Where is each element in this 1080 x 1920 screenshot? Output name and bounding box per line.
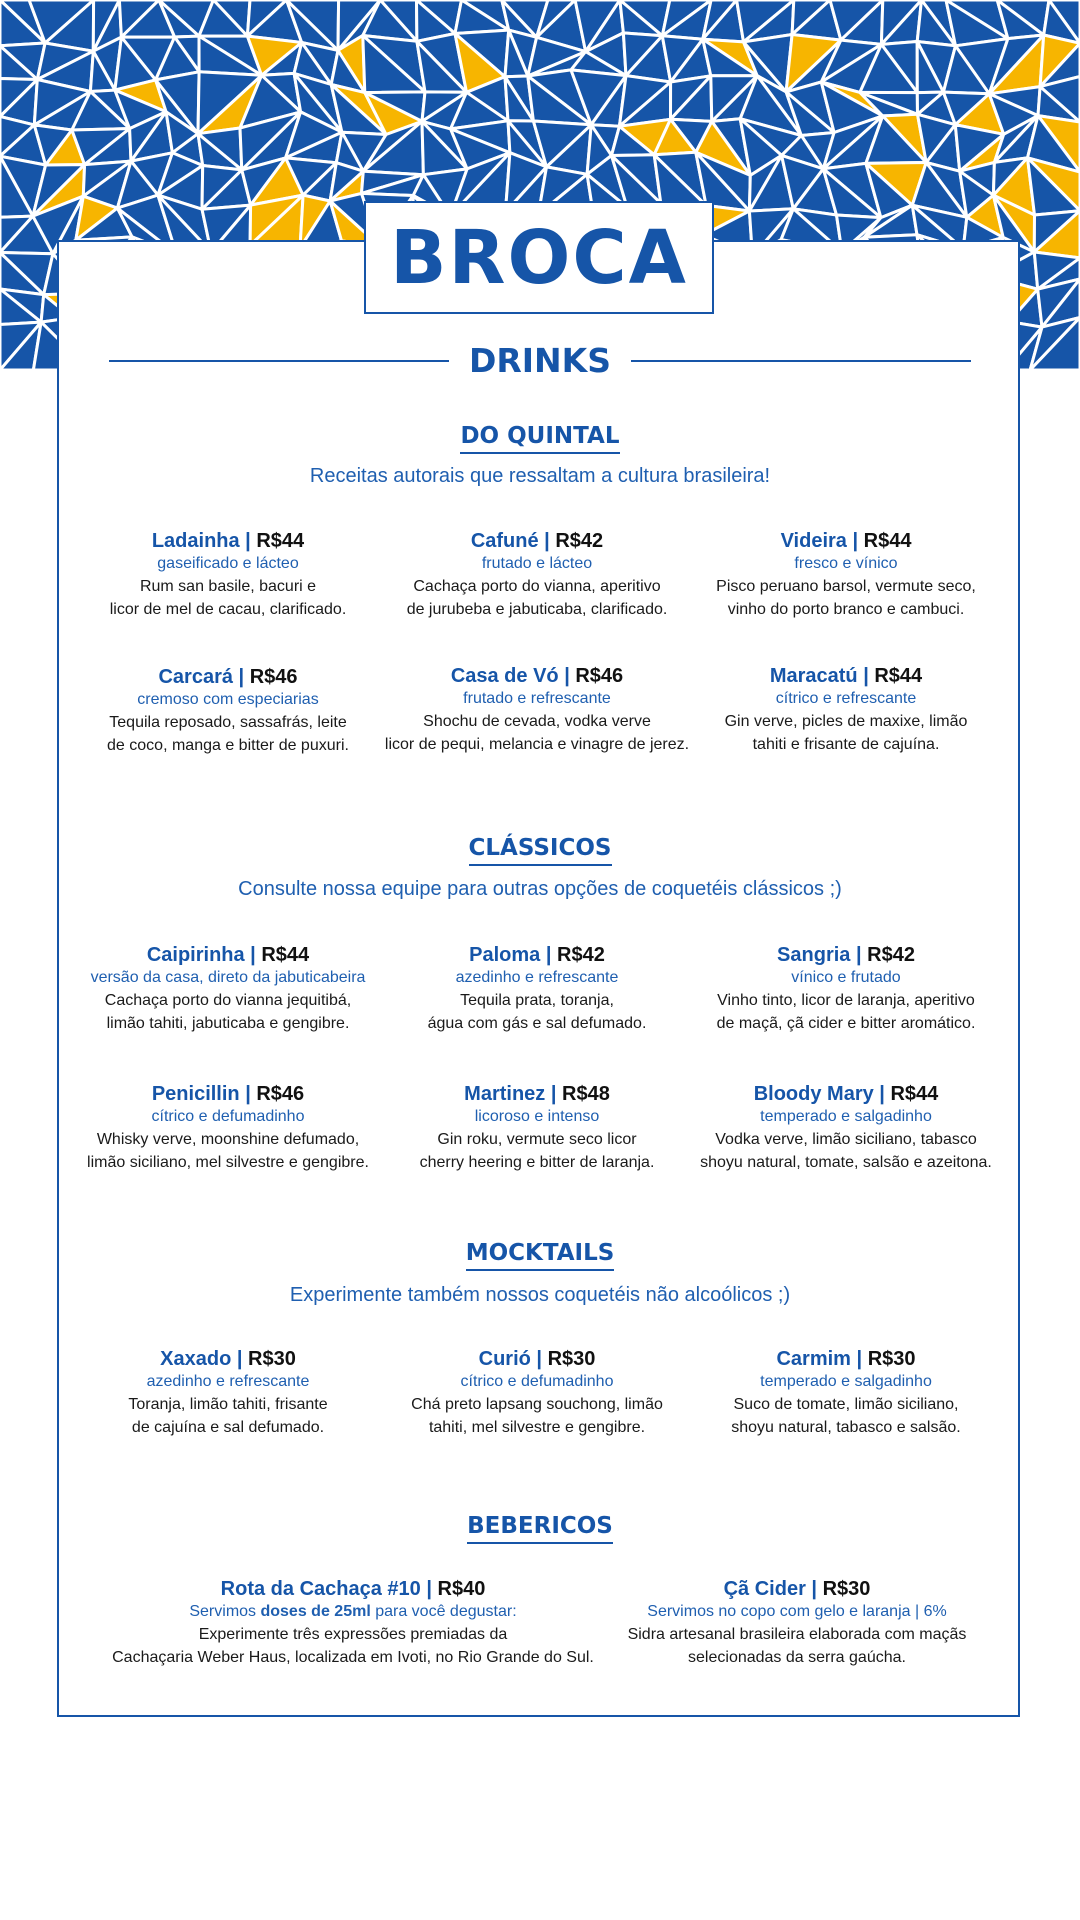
item-description: Toranja, limão tahiti, frisante de cajuína e sal defumado. [128,1396,328,1436]
item-description: Sidra artesanal brasileira elaborada com maçãs selecionadas da serra gaúcha. [627,1626,967,1666]
item-price: R$30 [547,1348,596,1370]
menu-item-ladainha [63,529,393,621]
menu-item-xaxado [63,1347,393,1439]
brand-logo: BROCA [390,214,688,301]
item-name: Paloma | R$42 [469,944,605,966]
menu-item-penicillin [58,1082,398,1174]
menu-item-bloody-mary [676,1082,1016,1174]
item-price: R$44 [890,1083,939,1105]
item-name: Carmim | R$30 [776,1348,916,1370]
item-description: Tequila prata, toranja, água com gás e sal defumado. [427,992,647,1032]
menu-item-carcara [63,665,393,757]
item-name: Ladainha | R$44 [151,530,305,552]
item-name: Casa de Vó | R$46 [450,665,624,687]
item-price: R$30 [867,1348,916,1370]
item-name: Videira | R$44 [780,530,912,552]
item-tagline: cítrico e refrescante [775,690,917,707]
item-description: Gin roku, vermute seco licor cherry heering e bitter de laranja. [419,1131,655,1171]
item-tagline: azedinho e refrescante [146,1373,310,1390]
item-description: Vinho tinto, licor de laranja, aperitivo de maçã, çã cider e bitter aromático. [716,992,976,1032]
item-description: Cachaça porto do vianna jequitibá, limão tahiti, jabuticaba e gengibre. [104,992,352,1032]
item-name: Rota da Cachaça #10 | R$40 [220,1578,486,1600]
item-price: R$44 [874,665,923,687]
item-price: R$46 [575,665,624,687]
item-price: R$30 [248,1348,296,1370]
item-description: Gin verve, picles de maxixe, limão tahiti e frisante de cajuína. [724,713,968,753]
item-name: Martinez | R$48 [464,1083,610,1105]
drinks-title: DRINKS [468,341,612,380]
item-tagline: Servimos no copo com gelo e laranja | 6% [647,1603,947,1620]
item-name: Carcará | R$46 [158,666,298,688]
item-tagline: gaseificado e lácteo [157,555,299,572]
item-tagline: fresco e vínico [794,555,898,572]
item-tagline: cítrico e defumadinho [151,1108,305,1125]
menu-item-casa-de-vo [354,664,720,756]
item-tagline: licoroso e intenso [474,1108,600,1125]
item-name: Penicillin | R$46 [151,1083,305,1105]
section-subtitle-quintal: Receitas autorais que ressaltam a cultura brasileira! [309,465,771,487]
section-subtitle-classicos: Consulte nossa equipe para outras opções de coquetéis clássicos ;) [238,878,842,900]
item-tagline: temperado e salgadinho [760,1108,932,1125]
item-description: Cachaça porto do vianna, aperitivo de jurubeba e jabuticaba, clarificado. [406,578,668,618]
item-tagline: cítrico e defumadinho [460,1373,614,1390]
item-price: R$42 [867,944,915,966]
item-description: Chá preto lapsang souchong, limão tahiti, mel silvestre e gengibre. [411,1396,663,1436]
menu-item-ca-cider [617,1577,977,1669]
section-title-classicos: CLÁSSICOS [0,836,1080,866]
heading-rule-right [631,360,971,362]
menu-item-caipirinha [63,943,393,1035]
item-name: Cafuné | R$42 [470,530,604,552]
item-name: Sangria | R$42 [777,944,915,966]
item-tagline: azedinho e refrescante [455,969,619,986]
item-name: Bloody Mary | R$44 [753,1083,939,1105]
item-description: Vodka verve, limão siciliano, tabasco shoyu natural, tomate, salsão e azeitona. [700,1131,992,1171]
menu-item-maracatu [681,664,1011,756]
menu-item-cafune [372,529,702,621]
item-name: Curió | R$30 [478,1348,596,1370]
item-tagline: versão da casa, direto da jabuticabeira [90,969,366,986]
item-price: R$46 [249,666,298,688]
section-title-quintal: DO QUINTAL [0,424,1080,454]
drinks-heading [0,341,1080,380]
item-price: R$40 [437,1578,486,1600]
menu-item-curio [372,1347,702,1439]
item-tagline: cremoso com especiarias [137,691,319,708]
item-price: R$42 [555,530,604,552]
item-tagline: frutado e refrescante [463,690,611,707]
menu-item-rota-da-cachaca [103,1577,603,1669]
menu-item-sangria [681,943,1011,1035]
item-name: Çã Cider | R$30 [723,1578,871,1600]
item-description: Tequila reposado, sassafrás, leite de coco, manga e bitter de puxuri. [107,714,349,754]
item-price: R$44 [863,530,912,552]
item-name: Maracatú | R$44 [769,665,923,687]
menu-item-videira [681,529,1011,621]
item-tagline: vínico e frutado [791,969,901,986]
item-description: Shochu de cevada, vodka verve licor de pequi, melancia e vinagre de jerez. [384,713,690,753]
item-price: R$30 [822,1578,871,1600]
item-tagline: temperado e salgadinho [760,1373,932,1390]
section-subtitle-mocktails: Experimente também nossos coquetéis não alcoólicos ;) [289,1284,791,1306]
item-tagline: frutado e lácteo [481,555,593,572]
item-description: Rum san basile, bacuri e licor de mel de cacau, clarificado. [109,578,347,618]
heading-rule-left [109,360,449,362]
item-price: R$42 [557,944,605,966]
item-description: Pisco peruano barsol, vermute seco, vinho do porto branco e cambuci. [716,578,976,618]
item-tagline: Servimos doses de 25ml para você degustar: [189,1603,517,1620]
item-description: Experimente três expressões premiadas da Cachaçaria Weber Haus, localizada em Ivoti, no Rio Grande do Sul. [112,1626,594,1666]
menu-item-martinez [372,1082,702,1174]
section-title-mocktails: MOCKTAILS [0,1241,1080,1271]
item-price: R$46 [256,1083,305,1105]
logo-box [364,201,714,314]
section-title-bebericos: BEBERICOS [0,1514,1080,1544]
item-name: Xaxado | R$30 [160,1348,296,1370]
menu-item-carmim [681,1347,1011,1439]
item-name: Caipirinha | R$44 [146,944,310,966]
item-description: Suco de tomate, limão siciliano, shoyu natural, tabasco e salsão. [731,1396,961,1436]
item-description: Whisky verve, moonshine defumado, limão siciliano, mel silvestre e gengibre. [87,1131,369,1171]
item-price: R$44 [261,944,310,966]
item-price: R$48 [562,1083,610,1105]
item-price: R$44 [256,530,305,552]
menu-item-paloma [372,943,702,1035]
